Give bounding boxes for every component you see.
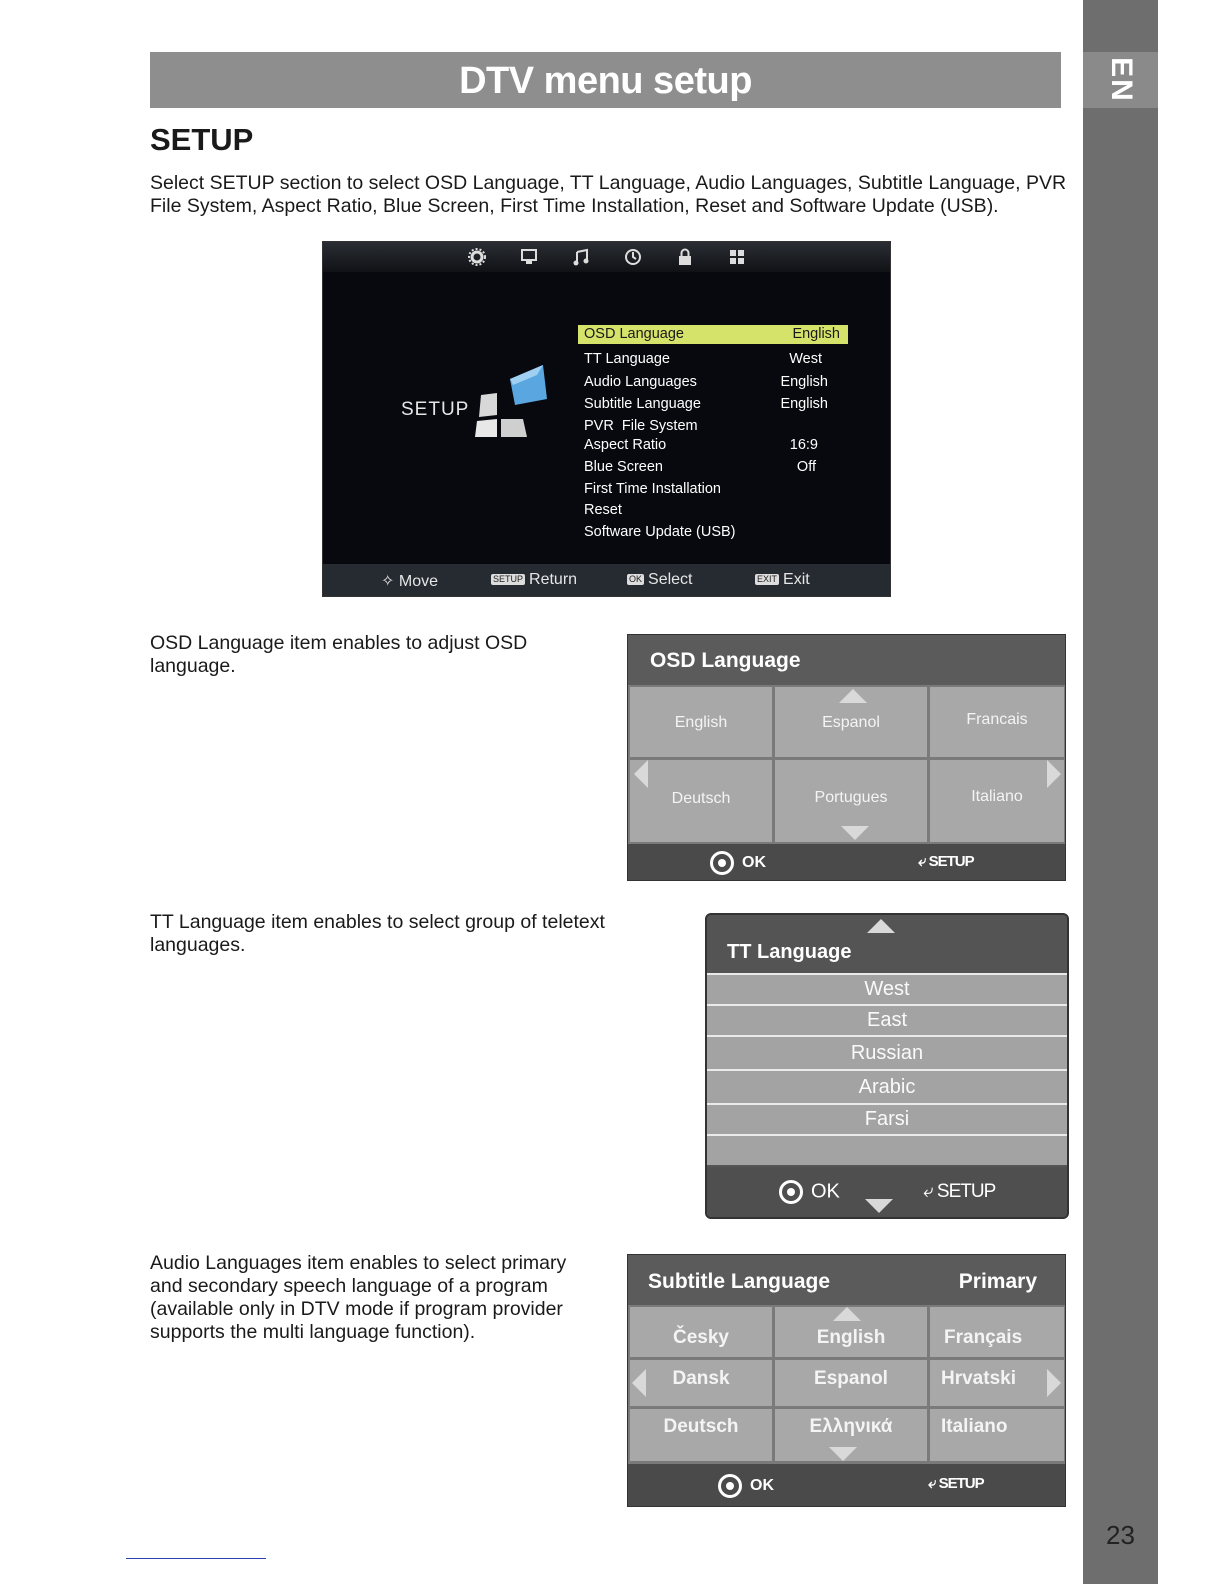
sub-cell-francais[interactable]: Français [930, 1307, 1064, 1357]
menu-row-osd-language[interactable]: OSD Language English [578, 325, 848, 344]
scroll-down-icon[interactable] [865, 1199, 893, 1213]
scroll-right-icon[interactable] [1047, 1369, 1061, 1397]
menu-row-blue-screen[interactable]: Blue Screen Off [584, 459, 816, 475]
grid-icon [728, 248, 746, 266]
side-tab-strip [1083, 0, 1158, 1584]
tt-item-russian[interactable]: Russian [707, 1035, 1067, 1069]
tt-language-panel [705, 913, 1069, 1219]
scroll-right-icon[interactable] [1047, 760, 1061, 788]
menu-hint-bar [323, 564, 890, 596]
scroll-up-icon[interactable] [867, 919, 895, 933]
ok-key-icon: OK [629, 574, 643, 585]
panel-title: OSD Language [628, 635, 1065, 685]
sub-cell-cesky[interactable]: Česky [630, 1307, 772, 1357]
panel-title: Subtitle Language [648, 1270, 831, 1293]
menu-row-software-update[interactable]: Software Update (USB) [584, 524, 736, 540]
sub-cell-english[interactable]: English [775, 1307, 927, 1357]
exit-key-icon: EXIT [757, 574, 778, 585]
ok-hint[interactable]: OK [710, 851, 766, 875]
intro-paragraph: Select SETUP section to select OSD Language, TT Language, Audio Languages, Subtitle Language, PVR File System, Aspect Ratio, Blue Screen, First Time Installation, Reset and Software Update (USB). [150, 172, 1067, 217]
sub-cell-deutsch[interactable]: Deutsch [630, 1409, 772, 1461]
move-hint: ✧ Move [381, 573, 438, 590]
move-arrows-icon: ✧ [381, 573, 395, 590]
menu-row-aspect-ratio[interactable]: Aspect Ratio 16:9 [584, 437, 818, 453]
monitor-icon [520, 248, 538, 266]
ok-button-icon [710, 851, 734, 875]
osd-language-description: OSD Language item enables to adjust OSD language. [150, 632, 528, 677]
lang-cell-portugues[interactable]: Portugues [775, 760, 927, 842]
sub-cell-italiano[interactable]: Italiano [930, 1409, 1064, 1461]
tt-item-arabic[interactable]: Arabic [707, 1069, 1067, 1103]
scroll-down-icon[interactable] [829, 1447, 857, 1461]
sub-cell-dansk[interactable]: Dansk [630, 1360, 772, 1406]
menu-row-pvr-file-system[interactable]: PVR File System [584, 418, 698, 434]
language-tab-label: EN [1104, 57, 1138, 103]
lang-cell-italiano[interactable]: Italiano [930, 760, 1064, 842]
setup-back-hint[interactable]: ⤶ SETUP [918, 853, 974, 870]
exit-hint: EXIT Exit [757, 571, 810, 588]
page-banner: DTV menu setup [150, 52, 1061, 108]
return-hint: SETUP Return [493, 571, 578, 588]
panel-header [628, 1255, 1065, 1305]
lang-cell-francais[interactable]: Francais [930, 687, 1064, 757]
tt-item-farsi[interactable]: Farsi [707, 1103, 1067, 1134]
menu-section-label: SETUP [401, 399, 470, 420]
ok-hint[interactable]: OK [718, 1474, 774, 1498]
menu-row-tt-language[interactable]: TT Language West [584, 351, 822, 367]
tt-item-empty[interactable] [707, 1134, 1067, 1165]
back-arrow-icon: ⤶ [928, 1475, 936, 1492]
tt-item-west[interactable]: West [707, 973, 1067, 1004]
osd-language-panel [627, 634, 1066, 881]
menu-row-subtitle-language[interactable]: Subtitle Language English [584, 396, 828, 412]
menu-row-first-time-installation[interactable]: First Time Installation [584, 481, 721, 497]
music-icon [572, 248, 590, 266]
language-tab [1083, 52, 1158, 108]
sub-cell-greek[interactable]: Ελληνικά [775, 1409, 927, 1461]
setup-logo-icon [475, 365, 550, 440]
back-arrow-icon: ⤶ [918, 853, 926, 870]
select-hint: OK Select [629, 571, 693, 588]
setup-menu-screen [322, 241, 891, 597]
section-heading: SETUP [150, 122, 254, 157]
panel-footer [707, 1167, 1067, 1217]
menu-icon-bar [323, 242, 890, 272]
tt-item-east[interactable]: East [707, 1004, 1067, 1035]
setup-key-icon: SETUP [493, 574, 524, 585]
lang-cell-english[interactable]: English [630, 687, 772, 757]
setup-back-hint[interactable]: ⤶ SETUP [928, 1475, 984, 1492]
scroll-down-icon[interactable] [841, 826, 869, 840]
audio-languages-description: Audio Languages item enables to select primary and secondary speech language of a program (available only in DTV mode if program provider supports the multi language function). [150, 1252, 567, 1343]
clock-icon [624, 248, 642, 266]
page-number: 23 [1106, 1520, 1135, 1550]
lock-icon [676, 248, 694, 266]
scroll-left-icon[interactable] [634, 760, 648, 788]
subtitle-language-panel [627, 1254, 1066, 1507]
lang-cell-espanol[interactable]: Espanol [775, 687, 927, 757]
panel-footer [628, 1464, 1065, 1506]
lang-cell-deutsch[interactable]: Deutsch [630, 760, 772, 842]
ok-hint[interactable]: OK [779, 1180, 840, 1204]
sub-cell-hrvatski[interactable]: Hrvatski [930, 1360, 1064, 1406]
scroll-up-icon[interactable] [839, 689, 867, 703]
panel-mode: Primary [958, 1270, 1037, 1293]
ok-button-icon [779, 1180, 803, 1204]
sub-cell-espanol[interactable]: Espanol [775, 1360, 927, 1406]
panel-footer [628, 844, 1065, 880]
footnote-rule [126, 1558, 266, 1559]
scroll-up-icon[interactable] [833, 1307, 861, 1321]
menu-row-reset[interactable]: Reset [584, 502, 622, 518]
setup-back-hint[interactable]: ⤶ SETUP [923, 1181, 996, 1202]
panel-header [707, 915, 1067, 973]
menu-row-audio-languages[interactable]: Audio Languages English [584, 374, 828, 390]
back-arrow-icon: ⤶ [923, 1181, 933, 1202]
panel-title: TT Language [727, 941, 852, 963]
ok-button-icon [718, 1474, 742, 1498]
gear-icon [468, 248, 486, 266]
scroll-left-icon[interactable] [632, 1369, 646, 1397]
tt-language-description: TT Language item enables to select group of teletext languages. [150, 911, 605, 956]
